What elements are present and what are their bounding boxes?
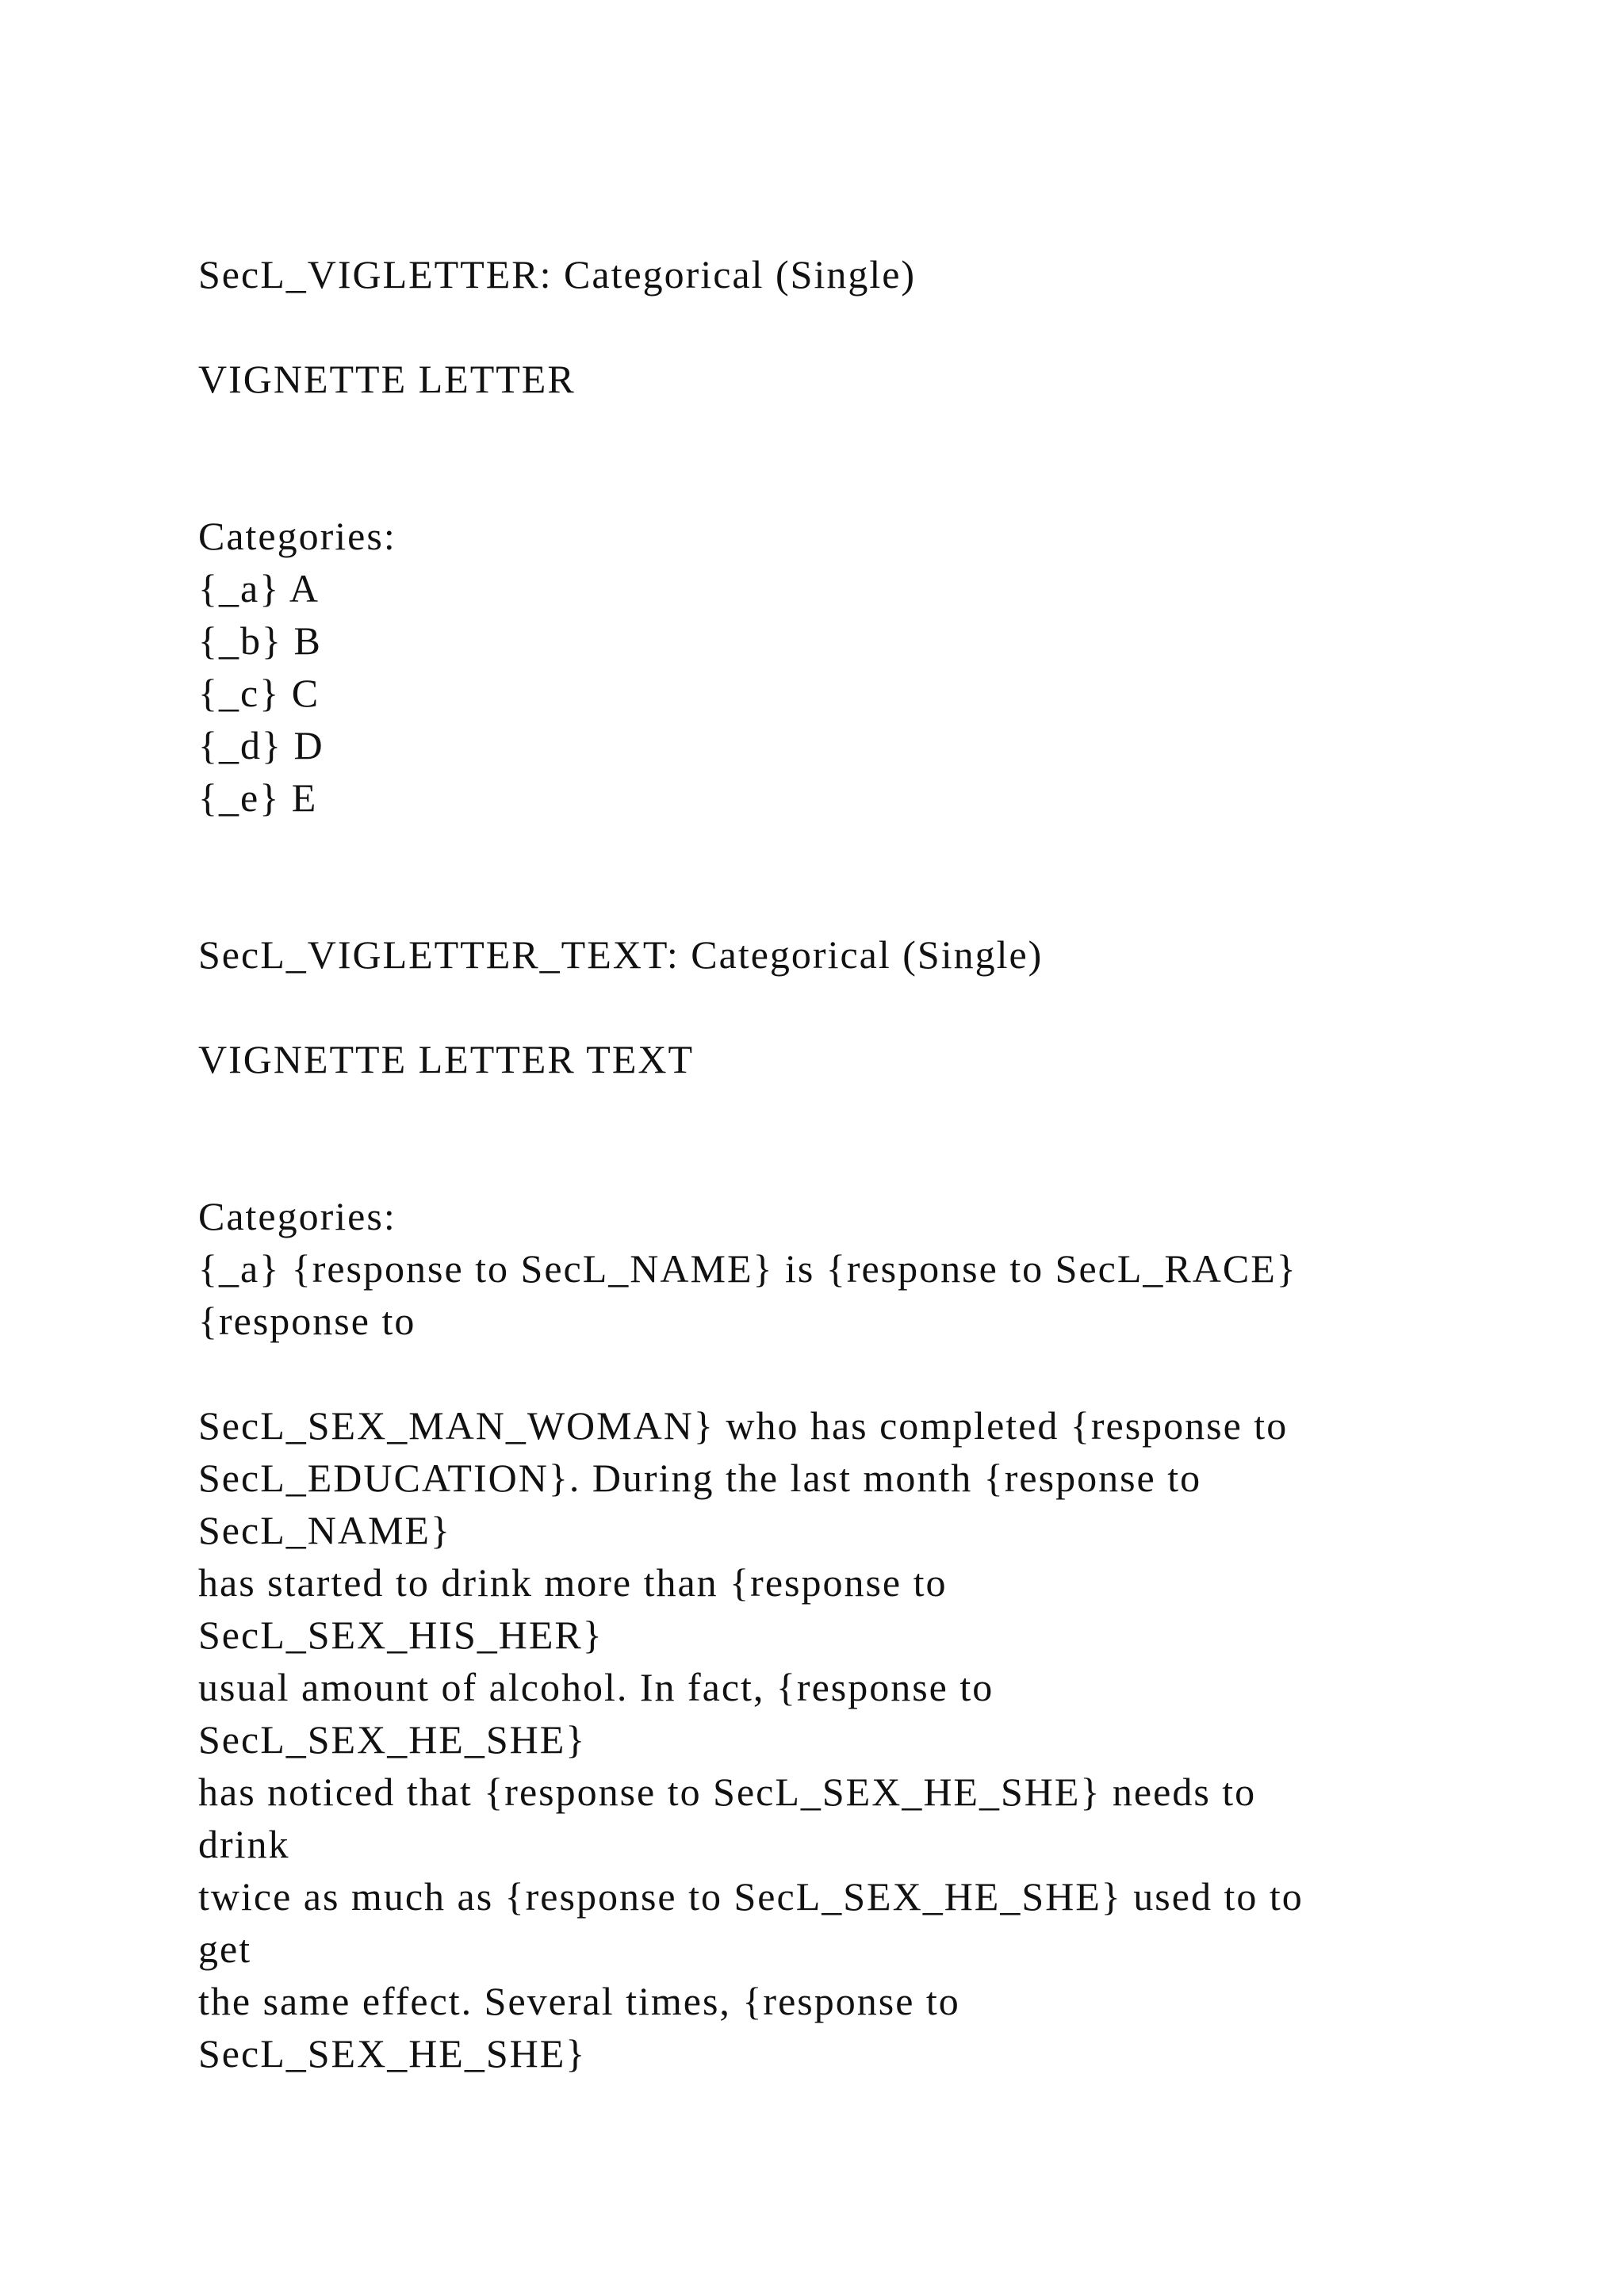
category-text-line: SecL_SEX_MAN_WOMAN} who has completed {response to [198,1403,1289,1448]
section-heading: SecL_VIGLETTER: Categorical (Single) [198,252,917,297]
section-label: VIGNETTE LETTER TEXT [198,1037,695,1081]
categories-label: Categories: [198,514,396,558]
category-text-line: {_a} {response to SecL_NAME} is {response to SecL_RACE} [198,1246,1297,1291]
category-text-line: SecL_SEX_HE_SHE} [198,1717,587,1762]
categories-label: Categories: [198,1194,396,1238]
category-item: {_b} B [198,618,322,663]
category-text-line: SecL_SEX_HE_SHE} [198,2031,587,2076]
category-text-line: drink [198,1822,290,1866]
category-text-line: has noticed that {response to SecL_SEX_HE_SHE} needs to [198,1770,1257,1814]
category-text-line: SecL_SEX_HIS_HER} [198,1613,603,1657]
category-text-line: the same effect. Several times, {response to [198,1979,960,2023]
category-item: {_d} D [198,723,324,767]
category-item: {_e} E [198,775,318,820]
section-label: VIGNETTE LETTER [198,357,576,401]
category-text-line: {response to [198,1299,416,1343]
category-text-line: SecL_NAME} [198,1508,451,1552]
category-item: {_c} C [198,671,320,715]
category-text-line: twice as much as {response to SecL_SEX_HE_SHE} used to to [198,1874,1304,1919]
category-text-line: SecL_EDUCATION}. During the last month {response to [198,1456,1202,1500]
category-text-line: usual amount of alcohol. In fact, {response to [198,1665,994,1709]
category-item: {_a} A [198,566,320,610]
section-heading: SecL_VIGLETTER_TEXT: Categorical (Single) [198,932,1044,977]
category-text-line: get [198,1927,252,1971]
category-text-line: has started to drink more than {response to [198,1560,948,1605]
